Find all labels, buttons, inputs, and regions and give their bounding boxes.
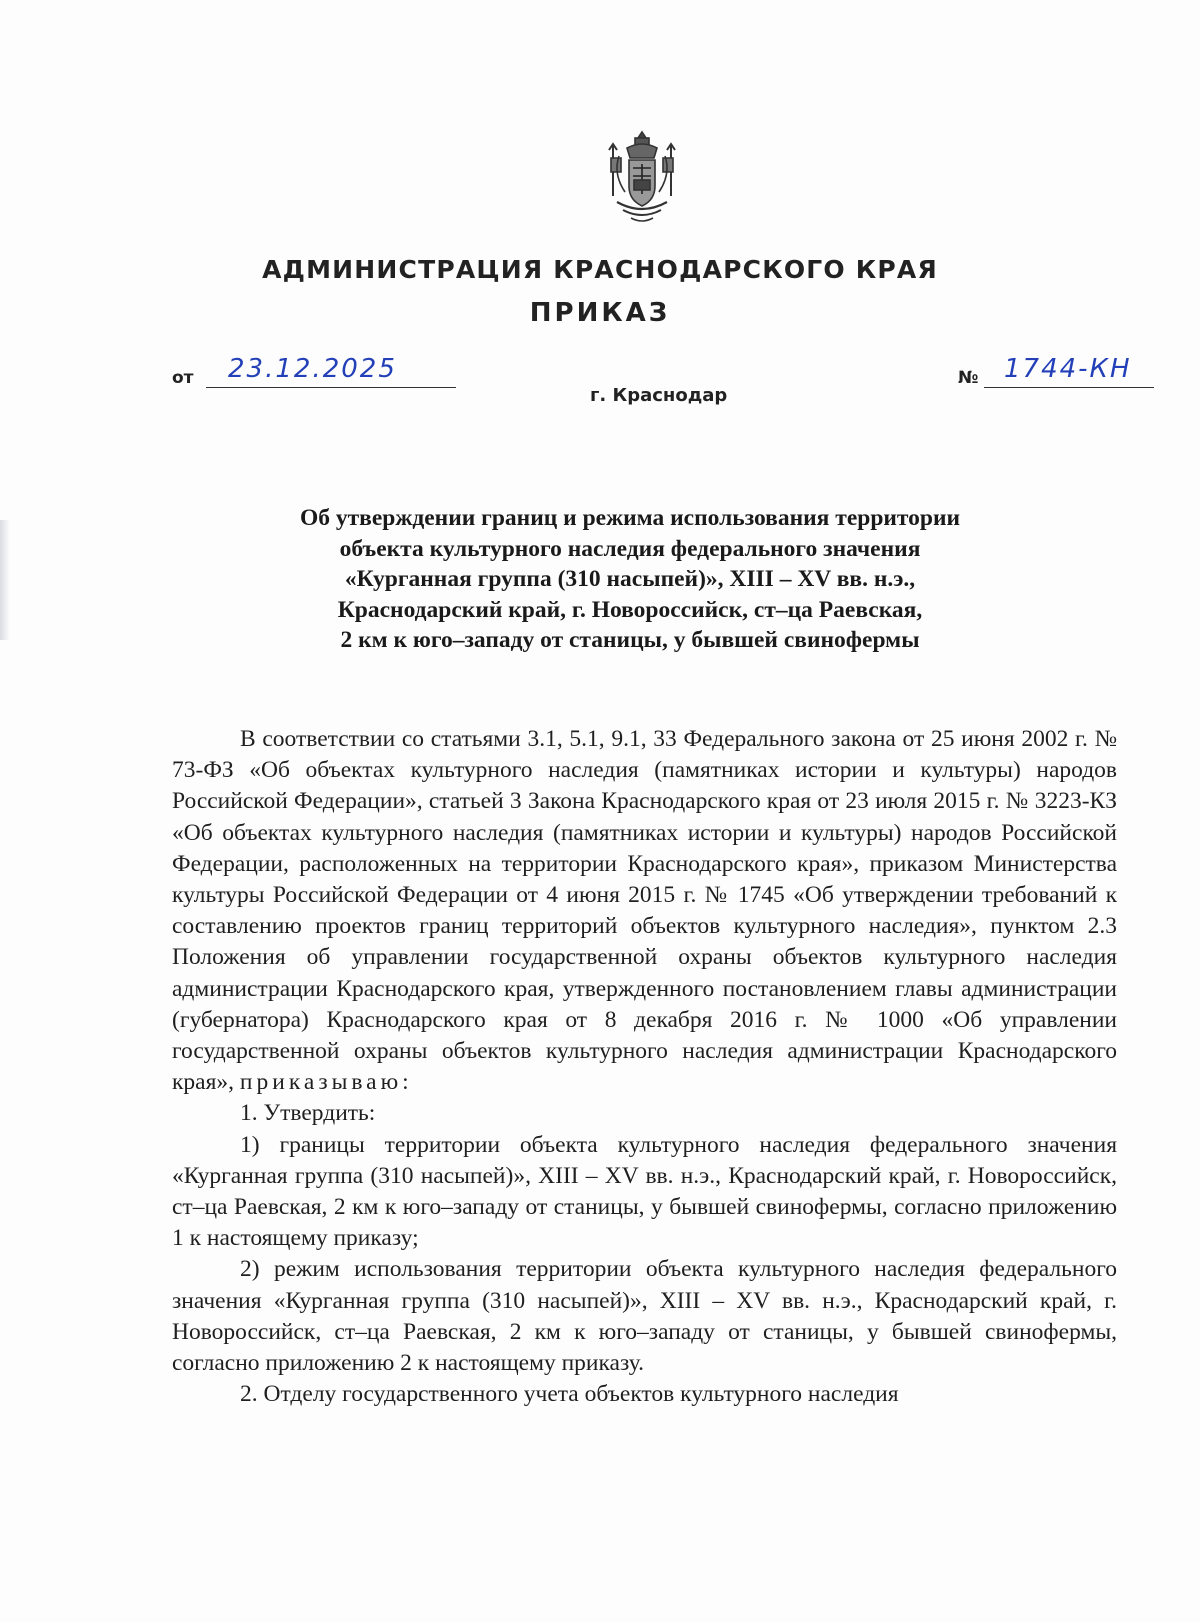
- scan-edge-shadow: [0, 520, 10, 640]
- preamble-paragraph: [172, 724, 1117, 1098]
- number-value: 1744-КН: [1004, 354, 1132, 384]
- number-label: №: [958, 368, 979, 388]
- title-line: Краснодарский край, г. Новороссийск, ст–ца Раевская,: [337, 596, 923, 623]
- organization-name: АДМИНИСТРАЦИЯ КРАСНОДАРСКОГО КРАЯ: [262, 255, 938, 284]
- city-name: г. Краснодар: [590, 385, 728, 406]
- krasnodar-coat-of-arms-icon: [601, 128, 683, 228]
- title-line: «Курганная группа (310 насыпей)», XIII – XV вв. н.э.,: [344, 566, 916, 592]
- number-field: [958, 354, 1158, 400]
- date-field: [172, 354, 472, 400]
- item-1: 1. Утвердить:: [240, 1100, 376, 1127]
- date-label: от: [172, 368, 194, 388]
- document-body: [172, 724, 1117, 1410]
- date-underline: [206, 387, 456, 388]
- item-1-2: 2) режим использования территории объекта культурного наследия федерального значения «Курганная группа (310 насыпей)», XIII – XV вв. н.э., Краснодарский край, г. Новороссийск, ст–ца Раевская, 2 км к юго–западу от станицы, у бывшей свинофермы, согласно приложению 2 к настоящему приказу.: [172, 1256, 1117, 1377]
- title-line: Об утверждении границ и режима использования территории: [299, 505, 961, 531]
- item-2: 2. Отделу государственного учета объектов культурного наследия: [240, 1381, 899, 1408]
- document-title: [200, 503, 1060, 656]
- title-line: 2 км к юго–западу от станицы, у бывшей свинофермы: [340, 627, 920, 653]
- item-1-1: 1) границы территории объекта культурного наследия федерального значения «Курганная группа (310 насыпей)», XIII – XV вв. н.э., Краснодарский край, г. Новороссийск, ст–ца Раевская, 2 км к юго–западу от станицы, у бывшей свинофермы, согласно приложению 1 к настоящему приказу;: [172, 1131, 1117, 1252]
- document-type: ПРИКАЗ: [529, 298, 671, 328]
- preamble-text: В соответствии со статьями 3.1, 5.1, 9.1, 33 Федерального закона от 25 июня 2002 г. № 73-ФЗ «Об объектах культурного наследия (памятниках истории и культуры) народов Российской Федерации», статьей 3 Закона Краснодарского края от 23 июля 2015 г. № 3223-КЗ «Об объектах культурного наследия (памятниках истории и культуры) народов Российской Федерации, расположенных на территории Краснодарского края», приказом Министерства культуры Российской Федерации от 4 июня 2015 г. № 1745 «Об утверждении требований к составлению проектов границ территорий объектов культурного наследия», пунктом 2.3 Положения об управлении государственной охраны объектов культурного наследия администрации Краснодарского края, утвержденного постановлением главы администрации (губернатора) Краснодарского края от 8 декабря 2016 г. № 1000 «Об управлении государственной охраны объектов культурного наследия администрации Краснодарского края»,: [172, 726, 1117, 1096]
- number-underline: [984, 387, 1154, 388]
- preamble-verb: приказываю:: [239, 1069, 413, 1096]
- title-line: объекта культурного наследия федерального значения: [339, 535, 921, 562]
- date-value: 23.12.2025: [228, 354, 397, 384]
